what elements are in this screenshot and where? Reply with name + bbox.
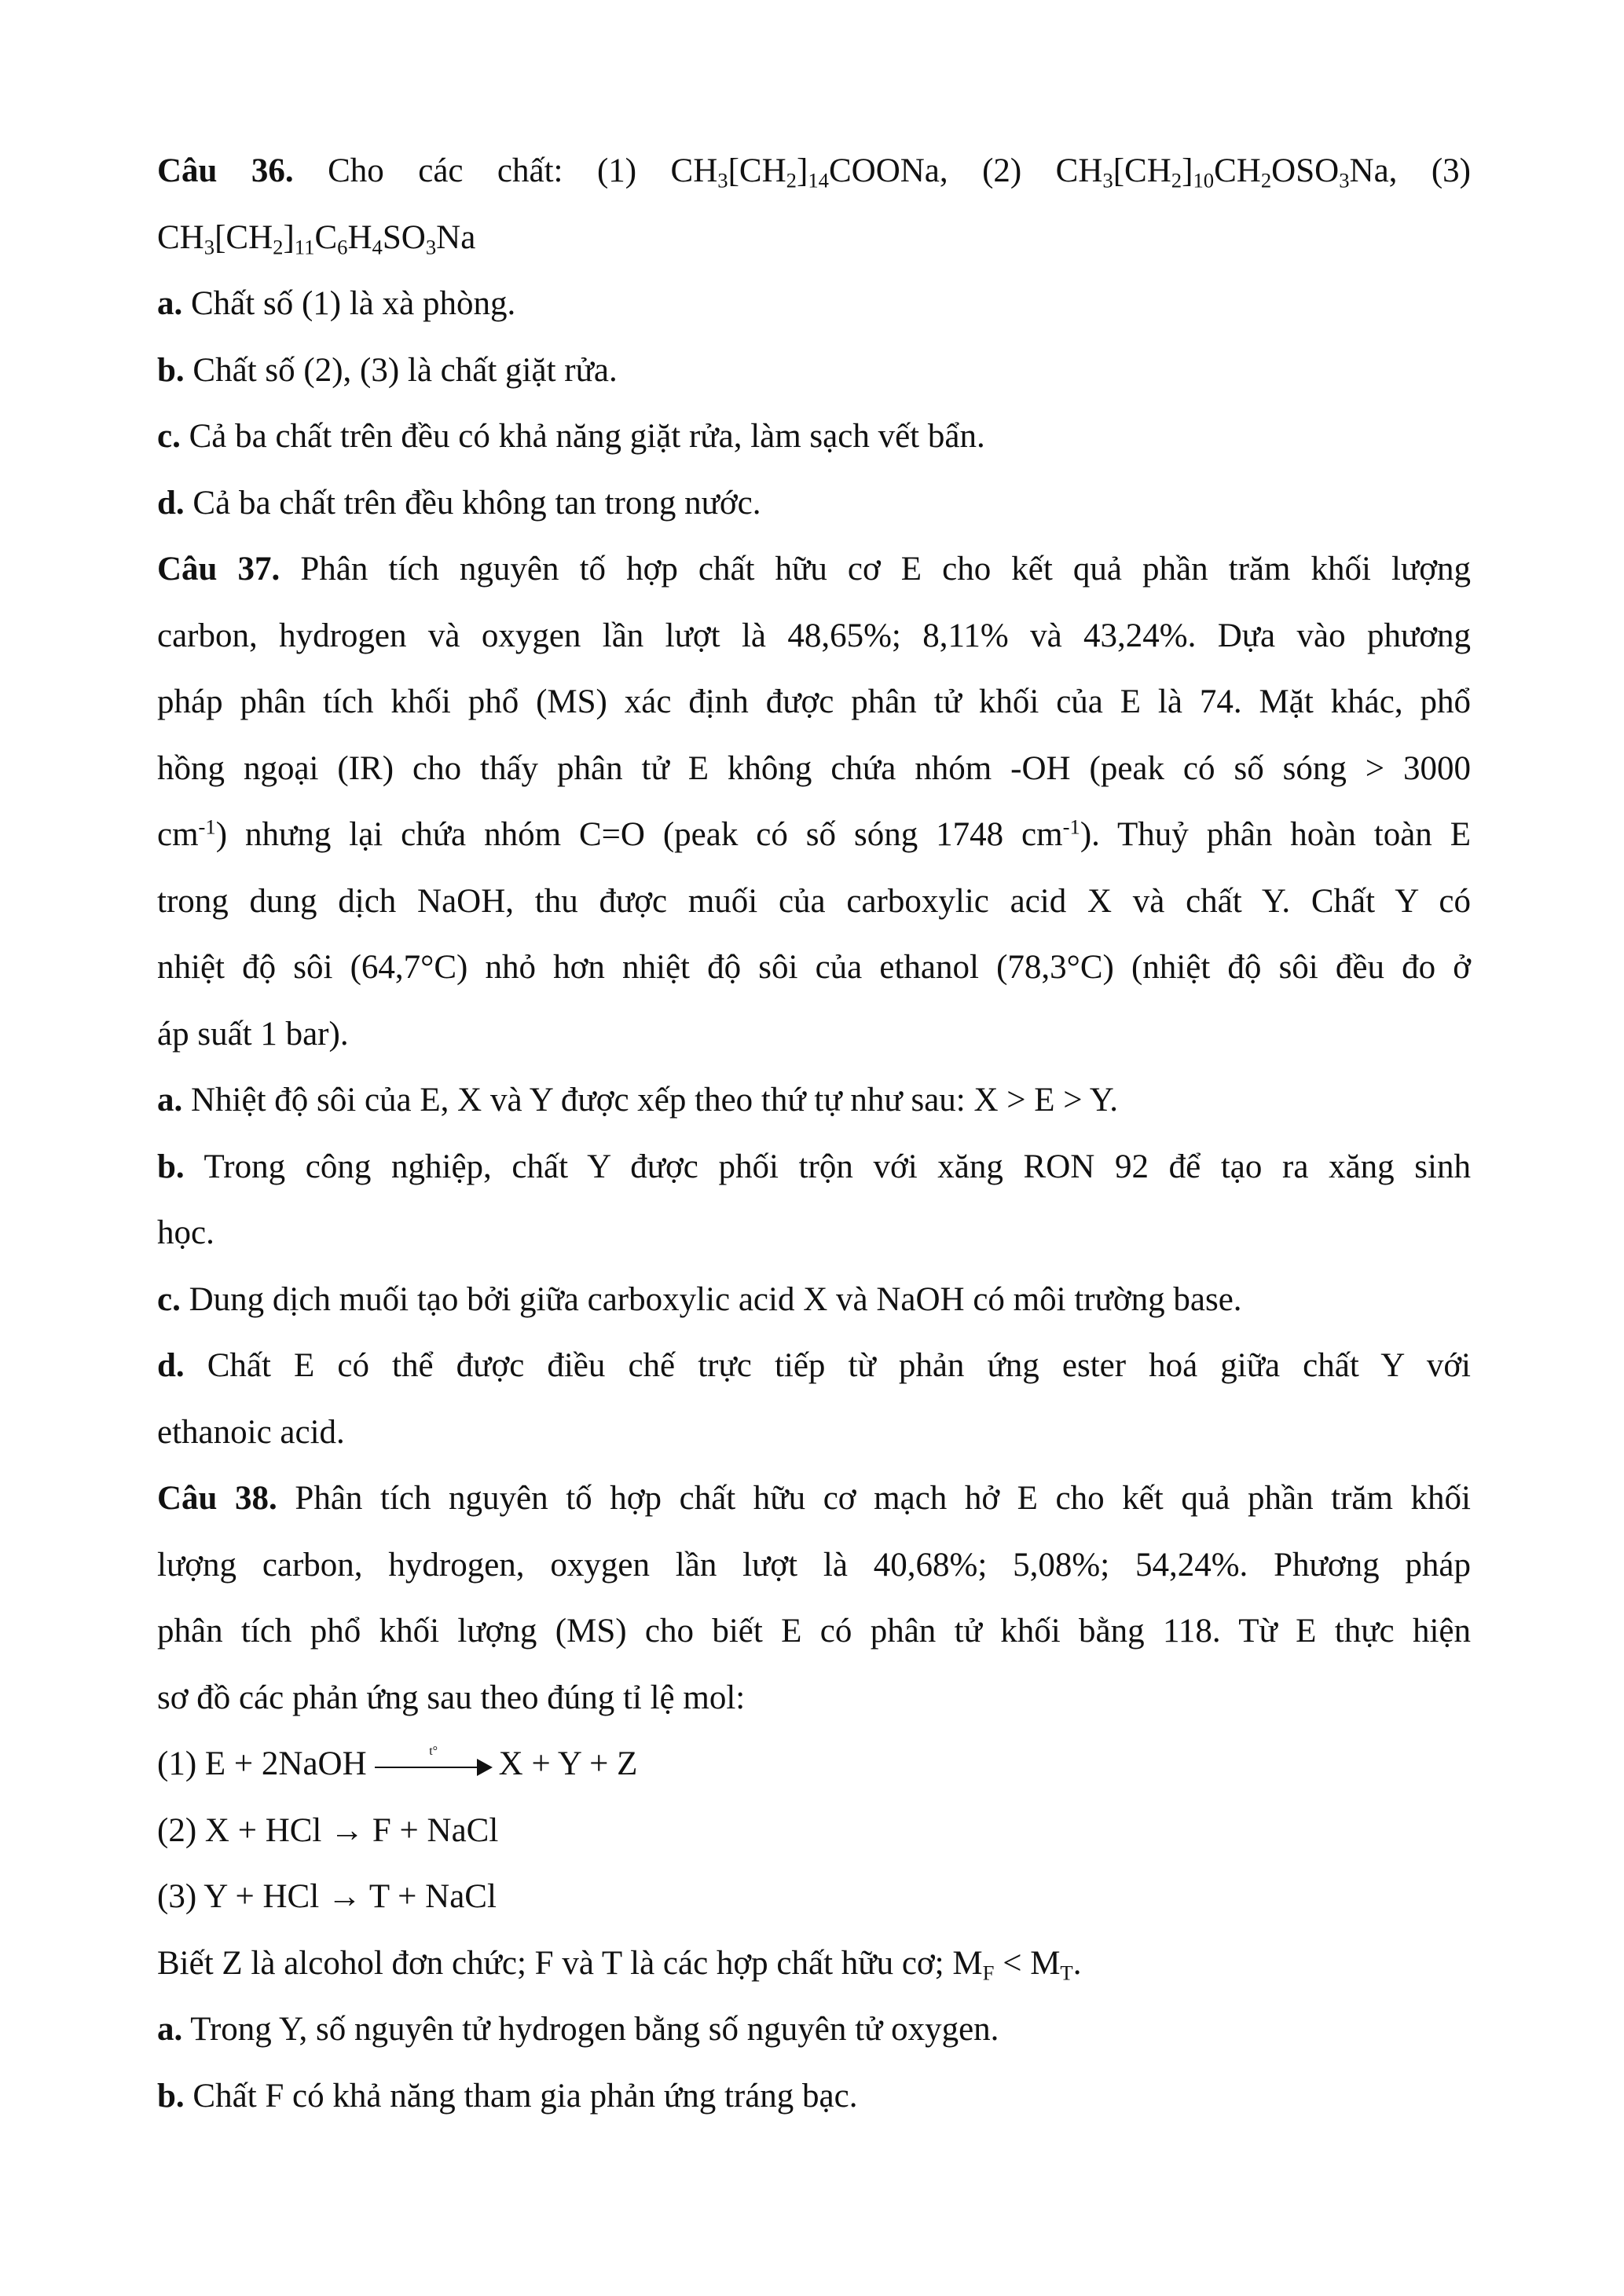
q36-option-a: a. Chất số (1) là xà phòng.	[157, 285, 516, 322]
q37-line-1: Câu 37. Phân tích nguyên tố hợp chất hữu cơ E cho kết quả phần trăm khối lượng	[157, 551, 1471, 588]
q38-line-3: phân tích phổ khối lượng (MS) cho biết E có phân tử khối bằng 118. Từ E thực hiện	[157, 1613, 1471, 1650]
q37-option-b: b. Trong công nghiệp, chất Y được phối trộn với xăng RON 92 để tạo ra xăng sinh	[157, 1148, 1471, 1185]
q36-option-c: c. Cả ba chất trên đều có khả năng giặt rửa, làm sạch vết bẩn.	[157, 418, 985, 455]
q38-label: Câu 38.	[157, 1480, 277, 1517]
q36-line-1: Câu 36. Cho các chất: (1) $CH_3[CH_2]_{14}COONa$, (2) $CH_3[CH_2]_{10}CH_2OSO_3Na$, (3)	[157, 152, 1472, 192]
q37-option-c: c. Dung dịch muối tạo bởi giữa carboxylic acid X và NaOH có môi trường base.	[157, 1280, 1242, 1318]
q37-option-d: d. Chất E có thể được điều chế trực tiếp từ phản ứng ester hoá giữa chất Y với	[157, 1347, 1471, 1384]
q37-option-d-cont: ethanoic acid.	[157, 1413, 345, 1451]
q37-line-8: áp suất 1 bar).	[157, 1015, 349, 1053]
q38-reaction-1: (1) E + 2NaOH t° X + Y + Z	[157, 1745, 638, 1782]
q36-line-2: $CH_3[CH_2]_{11}C_6H_4SO_3Na$	[157, 218, 476, 258]
q38-option-a: a. Trong Y, số nguyên tử hydrogen bằng số nguyên tử oxygen.	[157, 2011, 999, 2048]
q36-label: Câu 36.	[157, 152, 294, 189]
q38-option-b: b. Chất F có khả năng tham gia phản ứng tráng bạc.	[157, 2077, 858, 2115]
q36-option-d: d. Cả ba chất trên đều không tan trong nước.	[157, 484, 761, 522]
q38-reaction-2: (2) X + HCl → F + NaCl	[157, 1811, 499, 1849]
q37-option-b-cont: học.	[157, 1214, 214, 1251]
q37-line-6: trong dung dịch NaOH, thu được muối của carboxylic acid X và chất Y. Chất Y có	[157, 882, 1471, 920]
q37-line-3: pháp phân tích khối phổ (MS) xác định được phân tử khối của E là 74. Mặt khác, phổ	[157, 683, 1471, 720]
q38-reaction-3: (3) Y + HCl → T + NaCl	[157, 1878, 497, 1915]
reaction-arrow-icon: t°	[375, 1755, 493, 1778]
q37-line-4: hồng ngoại (IR) cho thấy phân tử E không chứa nhóm -OH (peak có số sóng > 3000	[157, 749, 1471, 787]
q37-line-7: nhiệt độ sôi (64,7°C) nhỏ hơn nhiệt độ sôi của ethanol (78,3°C) (nhiệt độ sôi đều đo ở	[157, 949, 1471, 986]
q36-option-b: b. Chất số (2), (3) là chất giặt rửa.	[157, 351, 618, 389]
q38-line-1: Câu 38. Phân tích nguyên tố hợp chất hữu cơ mạch hở E cho kết quả phần trăm khối	[157, 1480, 1472, 1517]
document-page	[157, 138, 1471, 2129]
q37-line-2: carbon, hydrogen và oxygen lần lượt là 48,65%; 8,11% và 43,24%. Dựa vào phương	[157, 617, 1471, 654]
q37-option-a: a. Nhiệt độ sôi của E, X và Y được xếp theo thứ tự như sau: X > E > Y.	[157, 1082, 1118, 1119]
q37-label: Câu 37.	[157, 551, 280, 588]
q37-line-5: $cm^{-1}$) nhưng lại chứa nhóm C=O (peak có số sóng 1748 $cm^{-1}$). Thuỷ phân hoàn toàn E	[157, 815, 1471, 853]
q38-note: Biết Z là alcohol đơn chức; F và T là các hợp chất hữu cơ; $M_F < M_T$.	[157, 1944, 1082, 1984]
q38-line-4: sơ đồ các phản ứng sau theo đúng tỉ lệ mol:	[157, 1679, 746, 1716]
q38-line-2: lượng carbon, hydrogen, oxygen lần lượt là 40,68%; 5,08%; 54,24%. Phương pháp	[157, 1546, 1471, 1584]
